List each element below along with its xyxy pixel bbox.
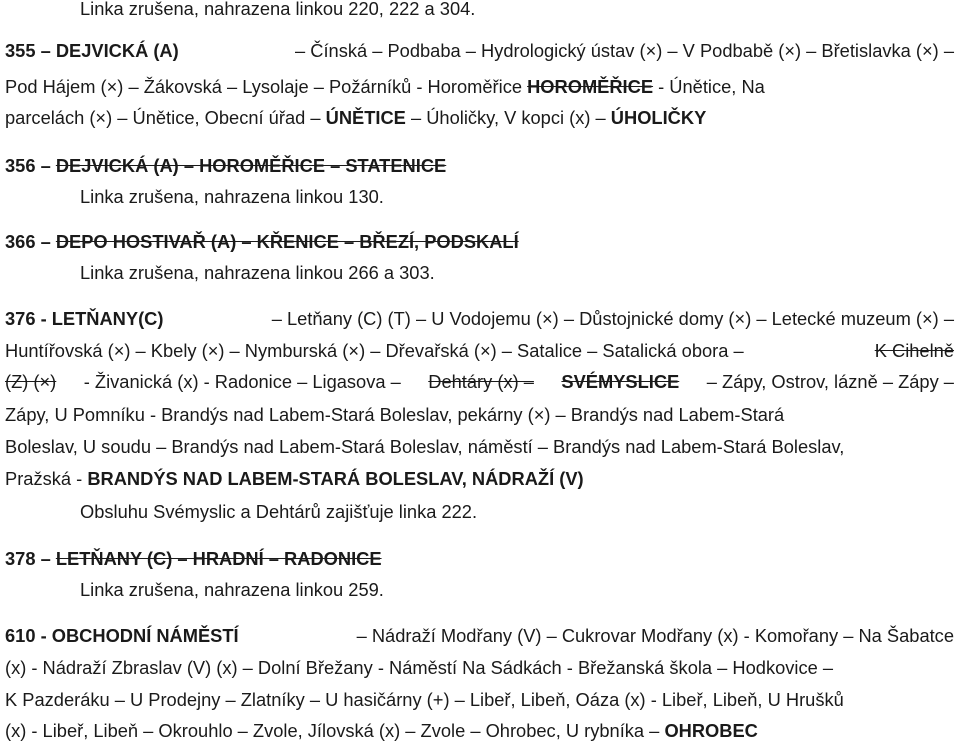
route-376-line-2 [5,336,954,367]
route-376-stops-6: Pražská - [5,468,83,489]
route-356-cancelled-route: DEJVICKÁ (A) – HOROMĚŘICE – STATENICE [55,155,447,176]
route-610-line-3 [5,685,954,716]
route-376-terminus: BRANDÝS NAD LABEM-STARÁ BOLESLAV, NÁDRAŽÍ (V) [87,468,584,489]
route-610-stops-3: K Pazderáku – U Prodejny – Zlatníky – U hasičárny (+) – Libeř, Libeň, Oáza (x) - Libeř, Libeň, U Hrušků [5,689,844,710]
route-355-stops-2: Pod Hájem (×) – Žákovská – Lysolaje – Požárníků - Horoměřice [5,76,522,97]
route-355-stops-3b: – Úholičky, V kopci (x) – [410,107,606,128]
route-610-stops-4: (x) - Libeř, Libeň – Okrouhlo – Zvole, Jílovská (x) – Zvole – Ohrobec, U rybníka – [5,720,660,741]
route-376-cancelled-stop-4: SVÉMYSLICE [561,371,680,392]
route-376-stops-3b: – Zápy, Ostrov, lázně – Zápy – [706,371,954,392]
route-note-top: Linka zrušena, nahrazena linkou 220, 222 a 304. [80,0,476,19]
route-610-terminus: OHROBEC [664,720,758,741]
route-610-line-1 [5,621,954,652]
route-355-line-1 [5,36,954,67]
route-356-number: 356 – [5,155,51,176]
route-378-cancelled-route: LETŇANY (C) – HRADNÍ – RADONICE [55,548,382,569]
route-376-stops-4: Zápy, U Pomníku - Brandýs nad Labem-Stará Boleslav, pekárny (×) – Brandýs nad Labem-Stará [5,404,785,425]
route-355-header: 355 – DEJVICKÁ (A) [5,40,179,61]
route-355-stops-2b: - Únětice, Na [658,76,765,97]
route-376-stops-2: Huntířovská (×) – Kbely (×) – Nymburská (×) – Dřevařská (×) – Satalice – Satalická obora – [5,340,744,361]
route-376-line-6 [5,464,954,495]
route-376-line-1 [5,304,954,335]
route-355-terminus: ÚHOLIČKY [610,107,707,128]
route-376-cancelled-stop-1: K Cihelně [874,340,954,361]
route-376-header: 376 - LETŇANY(C) [5,308,164,329]
route-376-note: Obsluhu Svémyslic a Dehtárů zajišťuje linka 222. [80,501,478,522]
route-355-stops-3: parcelách (×) – Únětice, Obecní úřad – [5,107,321,128]
route-376-stops-3: - Živanická (x) - Radonice – Ligasova – [83,371,401,392]
route-610-stops-1: – Nádraží Modřany (V) – Cukrovar Modřany (x) - Komořany – Na Šabatce [356,625,954,646]
route-355-cancelled-terminus: HOROMĚŘICE [527,76,654,97]
route-376-cancelled-stop-3: Dehtáry (x) – [428,371,534,392]
route-376-stops-1: – Letňany (C) (T) – U Vodojemu (×) – Důstojnické domy (×) – Letecké muzeum (×) – [271,308,954,329]
route-366-note: Linka zrušena, nahrazena linkou 266 a 303. [80,262,435,283]
route-376-line-4 [5,400,954,431]
route-376-cancelled-stop-2: (Z) (×) [5,371,57,392]
route-366-cancelled-route: DEPO HOSTIVAŘ (A) – KŘENICE – BŘEZÍ, PODSKALÍ [55,231,519,252]
route-610-stops-2: (x) - Nádraží Zbraslav (V) (x) – Dolní Břežany - Náměstí Na Sádkách - Břežanská škola – Hodkovice – [5,657,834,678]
route-355-stops-1: – Čínská – Podbaba – Hydrologický ústav (×) – V Podbabě (×) – Břetislavka (×) – [295,40,954,61]
route-610-header: 610 - OBCHODNÍ NÁMĚSTÍ [5,625,239,646]
route-356-note: Linka zrušena, nahrazena linkou 130. [80,186,384,207]
route-610-line-2 [5,653,954,684]
route-378-note: Linka zrušena, nahrazena linkou 259. [80,579,384,600]
route-355-line-3 [5,103,954,134]
route-378-header [5,544,954,575]
route-366-number: 366 – [5,231,51,252]
route-376-line-5 [5,432,954,463]
route-355-line-2 [5,72,954,103]
route-378-number: 378 – [5,548,51,569]
route-356-header [5,151,954,182]
route-376-stops-5: Boleslav, U soudu – Brandýs nad Labem-Stará Boleslav, náměstí – Brandýs nad Labem-Stará Boleslav, [5,436,845,457]
route-610-line-4 [5,716,954,747]
route-366-header [5,227,954,258]
route-355-terminus-unetice: ÚNĚTICE [325,107,406,128]
route-376-line-3 [5,367,954,398]
